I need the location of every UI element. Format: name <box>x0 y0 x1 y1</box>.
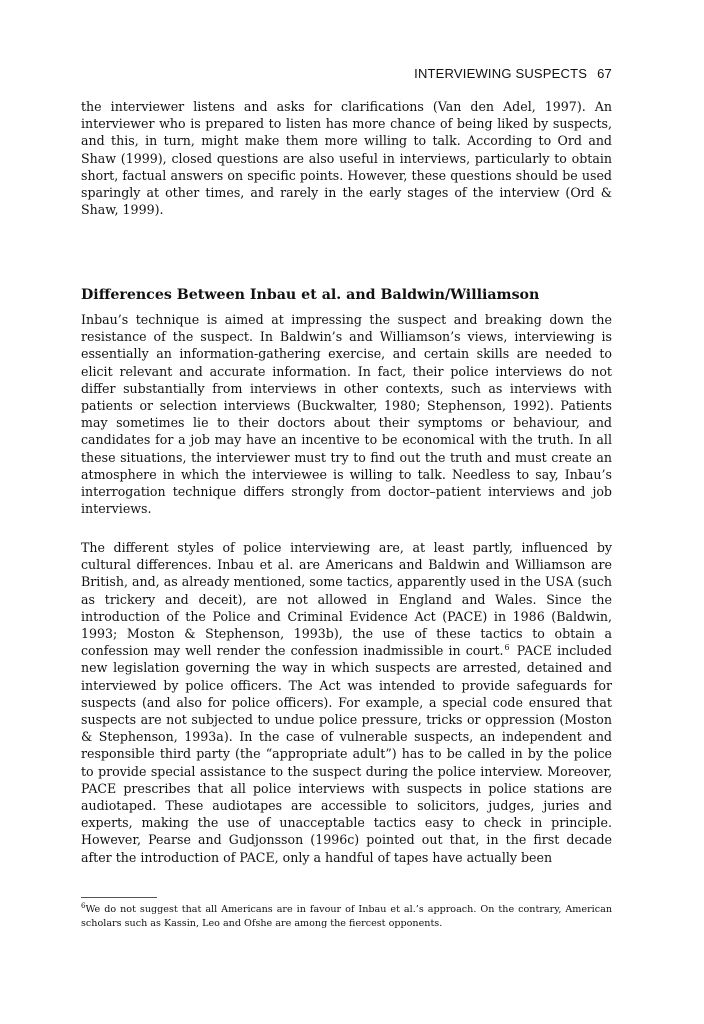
paragraph-interviewing-styles <box>81 539 612 866</box>
book-page <box>81 0 612 1024</box>
running-title: INTERVIEWING SUSPECTS <box>414 66 588 81</box>
paragraph-continuation: the interviewer listens and asks for clarifications (Van den Adel, 1997). An interviewer who is prepared to listen has more chance of being liked by suspects, and this, in turn, might make them more willing to talk. According to Ord and Shaw (1999), closed questions are also useful in interviews, particularly to obtain short, factual answers on specific points. However, these questions should be used sparingly at other times, and rarely in the early stages of the interview (Ord & Shaw, 1999). <box>81 99 612 218</box>
page-number: 67 <box>597 66 612 81</box>
paragraph-text-after-note: PACE included new legislation governing the way in which suspects are arrested, detained and interviewed by police officers. The Act was intended to provide safeguards for suspects (and also for police officers). For example, a special code ensured that suspects are not subjected to undue police pressure, tricks or oppression (Moston & Stephenson, 1993a). In the case of vulnerable suspects, an independent and responsible third party (the “appropriate adult”) has to be called in by the police to provide special assistance to the suspect during the police interview. Moreover, PACE prescribes that all police interviews with suspects in police stations are audiotaped. These audiotapes are accessible to solicitors, judges, juries and experts, making the use of unacceptable tactics easy to check in principle. However, Pearse and Gudjonsson (1996c) pointed out that, in the first decade after the introduction of PACE, only a handful of tapes have actually been <box>81 643 612 865</box>
section-heading: Differences Between Inbau et al. and Baldwin/Williamson <box>81 287 540 303</box>
footnote-divider <box>81 897 157 898</box>
footnote-marker: 6 <box>81 901 86 910</box>
footnote <box>81 903 612 930</box>
footnote-reference[interactable]: 6 <box>504 643 510 653</box>
footnote-text: We do not suggest that all Americans are in favour of Inbau et al.’s approach. On the contrary, American scholars such as Kassin, Leo and Ofshe are among the fiercest opponents. <box>81 904 612 929</box>
paragraph-inbau-technique: Inbau’s technique is aimed at impressing the suspect and breaking down the resistance of the suspect. In Baldwin’s and Williamson’s views, interviewing is essentially an information-gathering exercise, and certain skills are needed to elicit relevant and accurate information. In fact, their police interviews do not differ substantially from interviews in other contexts, such as interviews with patients or selection interviews (Buckwalter, 1980; Stephenson, 1992). Patients may sometimes lie to their doctors about their symptoms or behaviour, and candidates for a job may have an incentive to be economical with the truth. In all these situations, the interviewer must try to find out the truth and must create an atmosphere in which the interviewee is willing to talk. Needless to say, Inbau’s interrogation technique differs strongly from doctor–patient interviews and job interviews. <box>81 312 612 517</box>
paragraph-text-before-note: The different styles of police interviewing are, at least partly, influenced by cultural differences. Inbau et al. are Americans and Baldwin and Williamson are British, and, as already mentioned, some tactics, apparently used in the USA (such as trickery and deceit), are not allowed in England and Wales. Since the introduction of the Police and Criminal Evidence Act (PACE) in 1986 (Baldwin, 1993; Moston & Stephenson, 1993b), the use of these tactics to obtain a confession may well render the confession inadmissible in court. <box>81 540 612 659</box>
running-header <box>414 66 612 81</box>
